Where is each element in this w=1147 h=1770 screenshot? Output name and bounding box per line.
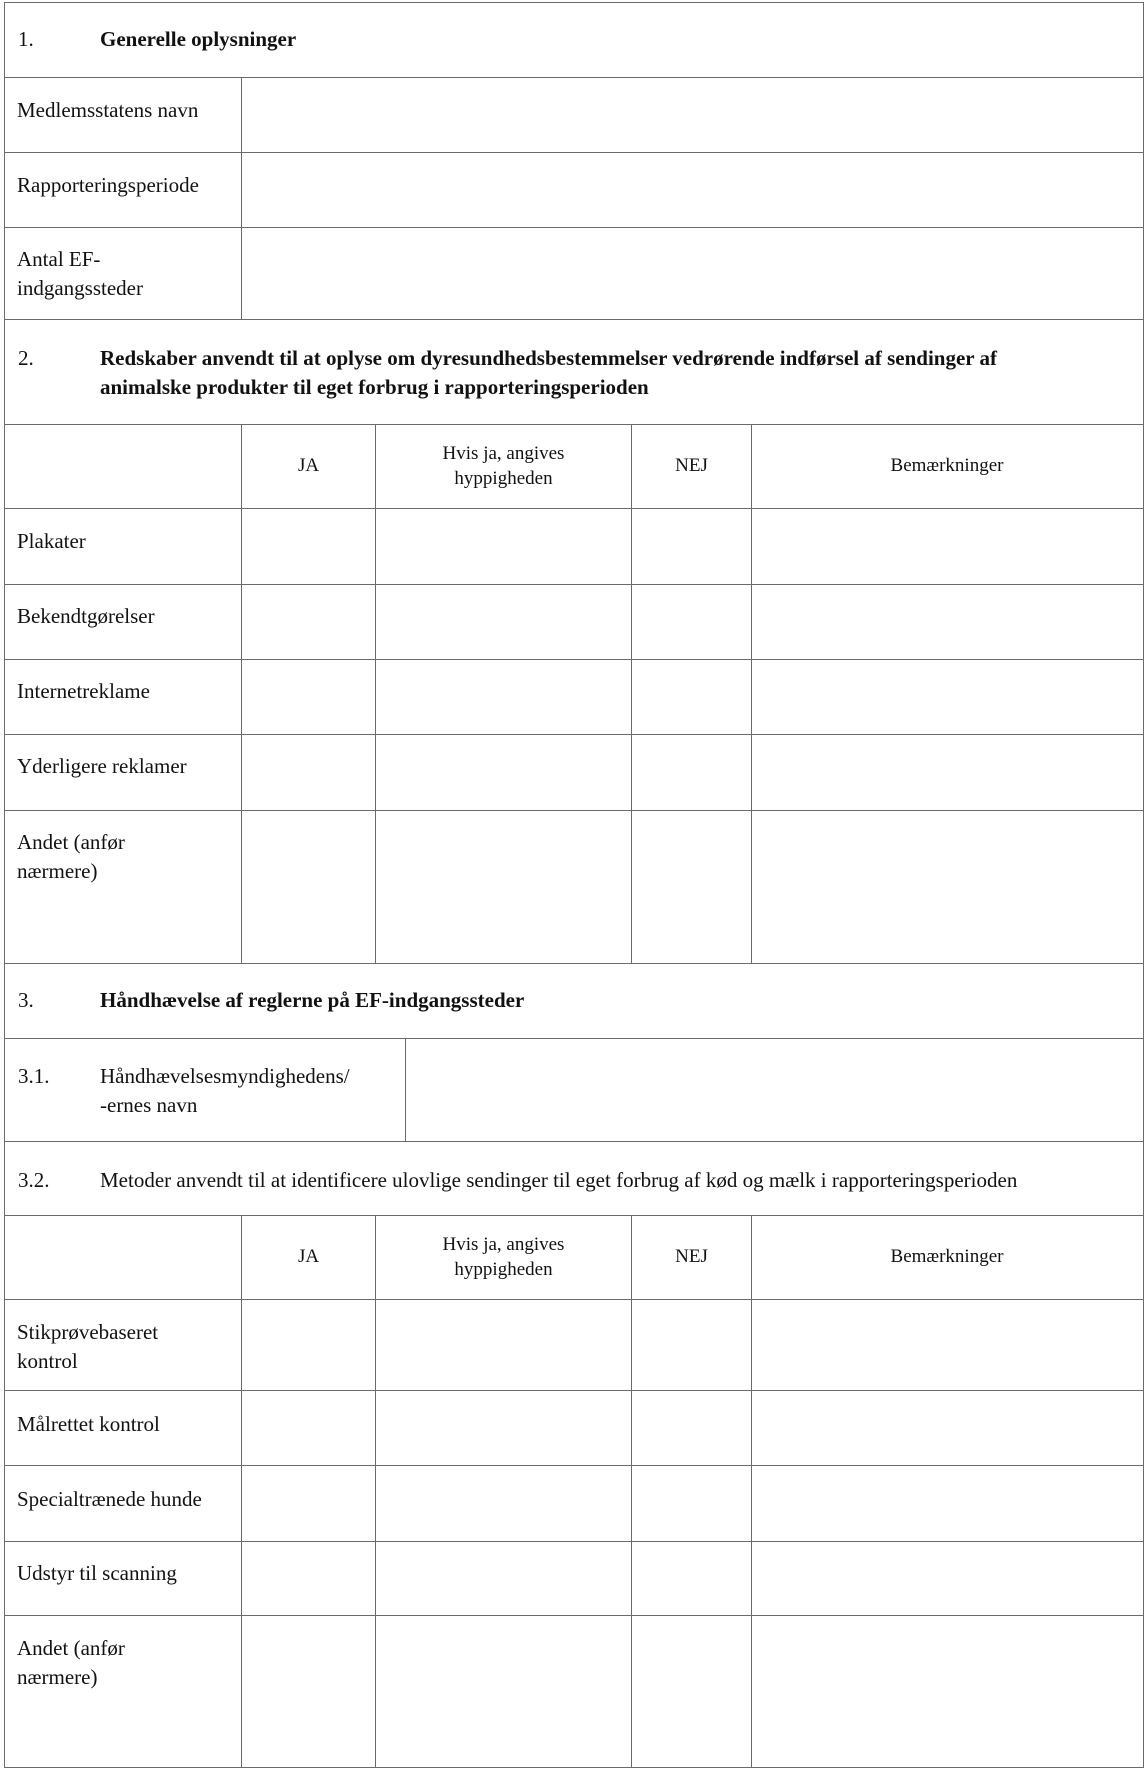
row-label-posters: Plakater — [17, 529, 86, 553]
col-header-frequency: Hvis ja, angives — [442, 443, 565, 464]
section-title: Generelle oplysninger — [100, 27, 297, 51]
section-number: 3. — [18, 988, 34, 1012]
row-label-random-checks: kontrol — [17, 1349, 78, 1373]
divider — [4, 152, 1144, 153]
divider — [241, 1215, 242, 1768]
divider — [4, 734, 1144, 735]
row-label-targeted-checks: Målrettet kontrol — [17, 1412, 160, 1436]
section-title: animalske produkter til eget forbrug i rapporteringsperioden — [100, 375, 649, 399]
row-label-other-ads: Yderligere reklamer — [17, 754, 187, 778]
divider — [4, 77, 1144, 78]
divider — [4, 659, 1144, 660]
divider — [751, 424, 752, 963]
member-state-label: Medlemsstatens navn — [17, 98, 199, 122]
entry-points-label: indgangssteder — [17, 276, 143, 300]
divider — [4, 508, 1144, 509]
reporting-period-label: Rapporteringsperiode — [17, 173, 199, 197]
divider — [4, 584, 1144, 585]
divider — [4, 227, 1144, 228]
row-label-other: Andet (anfør — [17, 830, 125, 854]
entry-points-field[interactable] — [243, 229, 1142, 318]
authority-name-field[interactable] — [407, 1040, 1142, 1140]
divider — [4, 1215, 1144, 1216]
divider — [4, 319, 1144, 320]
divider — [4, 1541, 1144, 1542]
section-number: 1. — [18, 27, 34, 51]
row-label-other: nærmere) — [17, 859, 98, 883]
col-header-frequency: hyppigheden — [454, 468, 553, 489]
row-label-announcements: Bekendtgørelser — [17, 604, 155, 628]
section-title: Håndhævelse af reglerne på EF-indgangssteder — [100, 988, 525, 1012]
divider — [405, 1038, 406, 1141]
section-title: Redskaber anvendt til at oplyse om dyresundhedsbestemmelser vedrørende indførsel af sendinger af — [100, 346, 997, 370]
divider — [4, 1141, 1144, 1142]
divider — [4, 1038, 1144, 1039]
divider — [241, 424, 242, 963]
subsection-number: 3.1. — [18, 1064, 50, 1088]
divider — [4, 424, 1144, 425]
col-header-frequency: Hvis ja, angives — [442, 1234, 565, 1255]
divider — [241, 77, 242, 319]
entry-points-label: Antal EF- — [17, 247, 101, 271]
col-header-remarks: Bemærkninger — [890, 455, 1004, 476]
row-label-other: nærmere) — [17, 1665, 98, 1689]
row-label-trained-dogs: Specialtrænede hunde — [17, 1487, 202, 1511]
subsection-title: Metoder anvendt til at identificere ulovlige sendinger til eget forbrug af kød og mælk i rapporteringsperioden — [100, 1168, 1018, 1192]
authority-name-label: -ernes navn — [100, 1093, 198, 1117]
col-header-remarks: Bemærkninger — [890, 1246, 1004, 1267]
divider — [751, 1215, 752, 1768]
member-state-field[interactable] — [243, 79, 1142, 151]
divider — [375, 424, 376, 963]
row-label-random-checks: Stikprøvebaseret — [17, 1320, 159, 1344]
divider — [4, 963, 1144, 964]
authority-name-label: Håndhævelsesmyndighedens/ — [100, 1064, 350, 1088]
row-label-other: Andet (anfør — [17, 1636, 125, 1660]
divider — [631, 1215, 632, 1768]
divider — [4, 1299, 1144, 1300]
divider — [4, 1390, 1144, 1391]
col-header-ja: JA — [297, 1246, 320, 1267]
subsection-number: 3.2. — [18, 1168, 50, 1192]
col-header-ja: JA — [297, 455, 320, 476]
divider — [4, 1465, 1144, 1466]
divider — [375, 1215, 376, 1768]
reporting-period-field[interactable] — [243, 154, 1142, 226]
col-header-nej: NEJ — [675, 455, 708, 476]
row-label-scanning-equipment: Udstyr til scanning — [17, 1561, 177, 1585]
divider — [4, 1615, 1144, 1616]
col-header-frequency: hyppigheden — [454, 1259, 553, 1280]
col-header-nej: NEJ — [675, 1246, 708, 1267]
section-number: 2. — [18, 346, 34, 370]
divider — [4, 810, 1144, 811]
row-label-internet-ads: Internetreklame — [17, 679, 150, 703]
divider — [631, 424, 632, 963]
